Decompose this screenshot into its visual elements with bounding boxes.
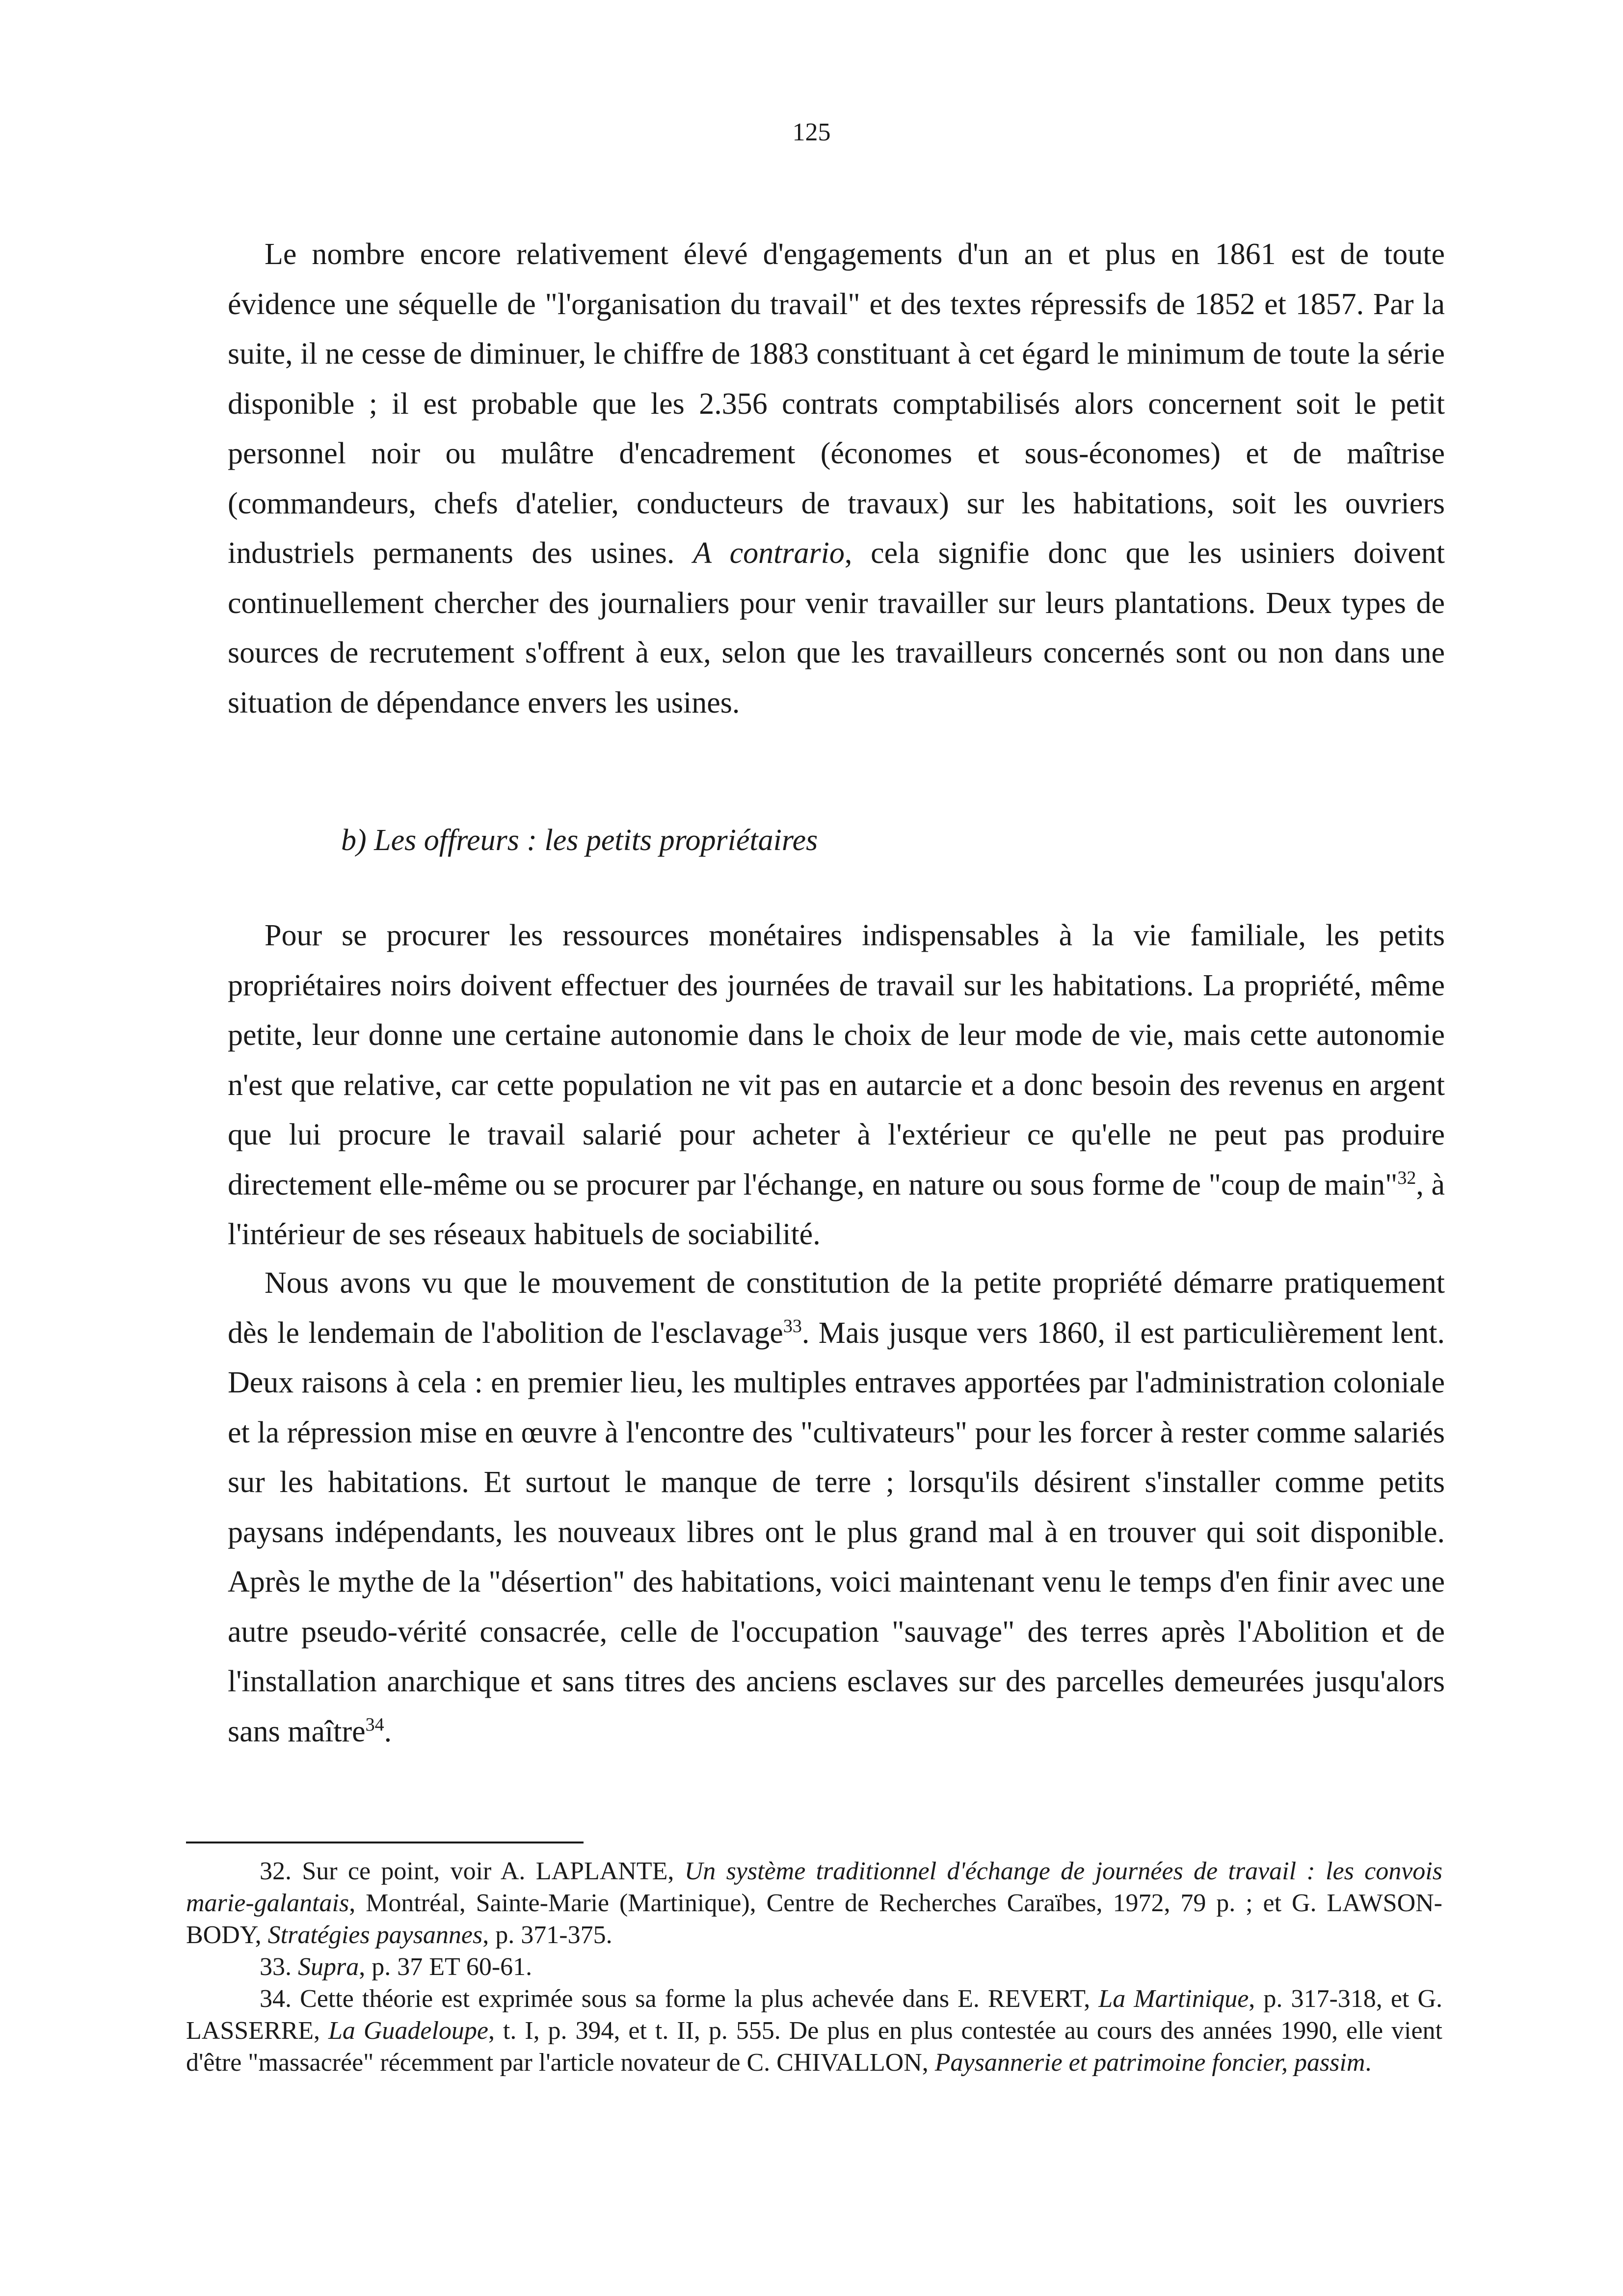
footnote-33-text-2: , p. 37 ET 60-61. [359,1953,532,1981]
footnote-32 [186,1855,1442,1951]
paragraph-3-text-3: . [384,1714,392,1748]
paragraph-2-text: Pour se procurer les ressources monétaires indispensables à la vie familiale, les petits propriétaires noirs doivent effectuer des journées de travail sur les habitations. La propriété, même petite, leur donne une certaine autonomie dans le choix de leur mode de vie, mais cette autonomie n'est que relative, car cette population ne vit pas en autarcie et a donc besoin des revenus en argent que lui procure le travail salarié pour acheter à l'extérieur ce qu'elle ne peut pas produire directement elle-même ou se procurer par l'échange, en nature ou sous forme de "coup de main" [228,919,1445,1201]
paragraph-1-italic: A contrario [693,536,845,570]
footnote-34-text: 34. Cette théorie est exprimée sous sa forme la plus achevée dans E. REVERT, [260,1985,1099,2013]
paragraph-2-tail: , à l'intérieur de ses réseaux habituels de sociabilité. [228,1168,1445,1251]
footnote-34-text-2: , p. 317-318, et G. LASSERRE, [186,1985,1442,2045]
footnote-34-text-3: , t. I, p. 394, et t. II, p. 555. De plus en plus contestée au cours des années 1990, elle vient d'être "massacrée" récemment par l'article novateur de C. CHIVALLON, [186,2017,1442,2077]
footnote-34-text-4: . [1365,2049,1372,2077]
paragraph-3-text-2: . Mais jusque vers 1860, il est particulièrement lent. Deux raisons à cela : en premier lieu, les multiples entraves apportées par l'administration coloniale et la répression mise en œuvre à l'encontre des "cultivateurs" pour les forcer à rester comme salariés sur les habitations. Et surtout le manque de terre ; lorsqu'ils désirent s'installer comme petits paysans indépendants, les nouveaux libres ont le plus grand mal à en trouver qui soit disponible. Après le mythe de la "désertion" des habitations, voici maintenant venu le temps d'en finir avec une autre pseudo-vérité consacrée, celle de l'occupation "sauvage" des terres après l'Abolition et de l'installation anarchique et sans titres des anciens esclaves sur des parcelles demeurées jusqu'alors sans maître [228,1316,1445,1748]
footnote-33-text: 33. [260,1953,298,1981]
paragraph-3-text-1: Nous avons vu que le mouvement de constitution de la petite propriété démarre pratiquement dès le lendemain de l'abolition de l'esclavage [228,1266,1445,1350]
footnote-34-title-3: Paysannerie et patrimoine foncier, passim [934,2049,1365,2077]
footnote-34-title-2: La Guadeloupe [328,2017,488,2045]
paragraph-3 [228,1258,1445,1757]
footnote-32-text-3: , p. 371-375. [482,1921,612,1949]
footnote-33 [186,1951,1442,1983]
footnote-ref-32: 32 [1397,1167,1416,1188]
paragraph-1-text: Le nombre encore relativement élevé d'engagements d'un an et plus en 1861 est de toute évidence une séquelle de "l'organisation du travail" et des textes répressifs de 1852 et 1857. Par la suite, il ne cesse de diminuer, le chiffre de 1883 constituant à cet égard le minimum de toute la série disponible ; il est probable que les 2.356 contrats comptabilisés alors concernent soit le petit personnel noir ou mulâtre d'encadrement (économes et sous-économes) et de maîtrise (commandeurs, chefs d'atelier, conducteurs de travaux) sur les habitations, soit les ouvriers industriels permanents des usines. [228,238,1445,570]
footnote-ref-34: 34 [365,1714,384,1735]
section-heading: b) Les offreurs : les petits propriétaires [341,824,818,857]
footnotes [186,1855,1442,2079]
footnote-34 [186,1983,1442,2079]
footnote-32-title: Un système traditionnel d'échange de journées de travail : les convois marie-galantais [186,1857,1442,1917]
footnote-ref-33: 33 [783,1315,802,1336]
footnote-32-text: 32. Sur ce point, voir A. LAPLANTE, [260,1857,685,1885]
paragraph-2 [228,911,1445,1260]
footnote-32-title-2: Stratégies paysannes [267,1921,483,1949]
footnote-32-text-2: , Montréal, Sainte-Marie (Martinique), Centre de Recherches Caraïbes, 1972, 79 p. ; et G. LAWSON-BODY, [186,1889,1442,1949]
footnote-34-title: La Martinique [1098,1985,1249,2013]
paragraph-1-text-end: , cela signifie donc que les usiniers doivent continuellement chercher des journaliers pour venir travailler sur leurs plantations. Deux types de sources de recrutement s'offrent à eux, selon que les travailleurs concernés sont ou non dans une situation de dépendance envers les usines. [228,536,1445,720]
page-number: 125 [792,118,831,146]
footnote-33-italic: Supra [298,1953,359,1981]
footnote-separator [186,1842,584,1843]
paragraph-1 [228,230,1445,728]
